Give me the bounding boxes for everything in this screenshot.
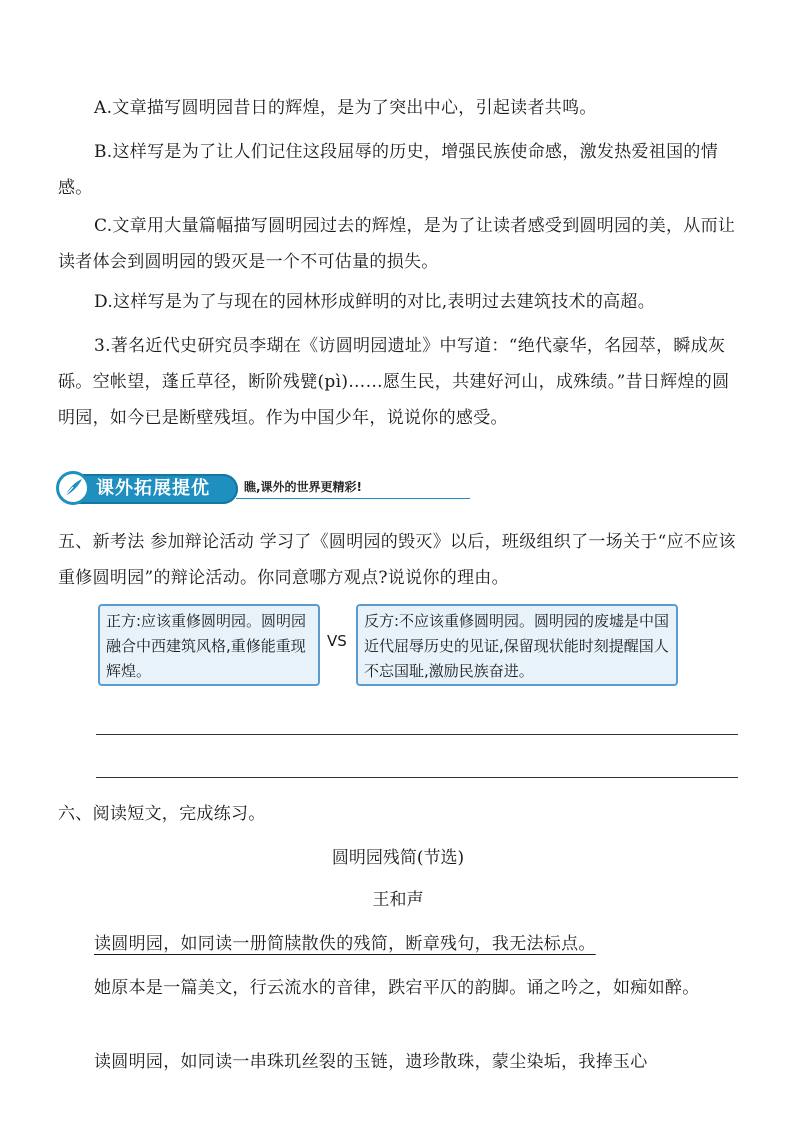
section-5-prompt: 五、新考法 参加辩论活动 学习了《圆明园的毁灭》以后，班级组织了一场关于“应不应该重修圆明园”的辩论活动。你同意哪方观点?说说你的理由。	[58, 532, 736, 588]
article-title: 圆明园残简(节选)	[331, 848, 465, 868]
section-banner	[58, 472, 418, 506]
banner-subtitle: 瞧,课外的世界更精彩!	[244, 480, 363, 494]
article-para-3: 读圆明园，如同读一串珠玑丝裂的玉链，遗珍散珠，蒙尘染垢，我捧玉心	[94, 1052, 648, 1072]
answer-line-1[interactable]	[96, 734, 738, 735]
banner-underline	[236, 498, 470, 499]
article-para-2: 她原本是一篇美文，行云流水的音律，跌宕平仄的韵脚。诵之吟之，如痴如醉。	[94, 978, 700, 998]
option-a: A.文章描写圆明园昔日的辉煌，是为了突出中心，引起读者共鸣。	[94, 98, 597, 118]
option-b: B.这样写是为了让人们记住这段屈辱的历史，增强民族使命感，激发热爱祖国的情感。	[58, 142, 718, 198]
con-side-box: 反方:不应该重修圆明园。圆明园的废墟是中国近代屈辱历史的见证,保留现状能时刻提醒国人不忘国耻,激励民族奋进。	[356, 604, 678, 686]
pro-side-box: 正方:应该重修圆明园。圆明园融合中西建筑风格,重修能重现辉煌。	[98, 604, 320, 686]
banner-title: 课外拓展提优	[96, 478, 210, 499]
option-d: D.这样写是为了与现在的园林形成鲜明的对比,表明过去建筑技术的高超。	[94, 292, 656, 312]
answer-line-2[interactable]	[96, 777, 738, 778]
question-3: 3.著名近代史研究员李瑚在《访圆明园遗址》中写道：“绝代豪华，名园萃，瞬成灰砾。空帐望，蓬丘草径，断阶残甓(pì)……愿生民，共建好河山，成殊绩。”昔日辉煌的圆明园，如今已是断壁残垣。作为中国少年，说说你的感受。	[58, 336, 730, 428]
versus-label: VS	[327, 632, 347, 650]
feather-icon	[56, 471, 90, 505]
article-para-1	[58, 926, 738, 962]
underlined-sentence: 读圆明园，如同读一册简牍散佚的残简，断章残句，我无法标点。	[94, 934, 596, 954]
option-c: C.文章用大量篇幅描写圆明园过去的辉煌，是为了让读者感受到圆明园的美，从而让读者体会到圆明园的毁灭是一个不可估量的损失。	[58, 216, 736, 272]
article-author: 王和声	[372, 890, 424, 910]
section-6-heading: 六、阅读短文，完成练习。	[58, 804, 266, 824]
